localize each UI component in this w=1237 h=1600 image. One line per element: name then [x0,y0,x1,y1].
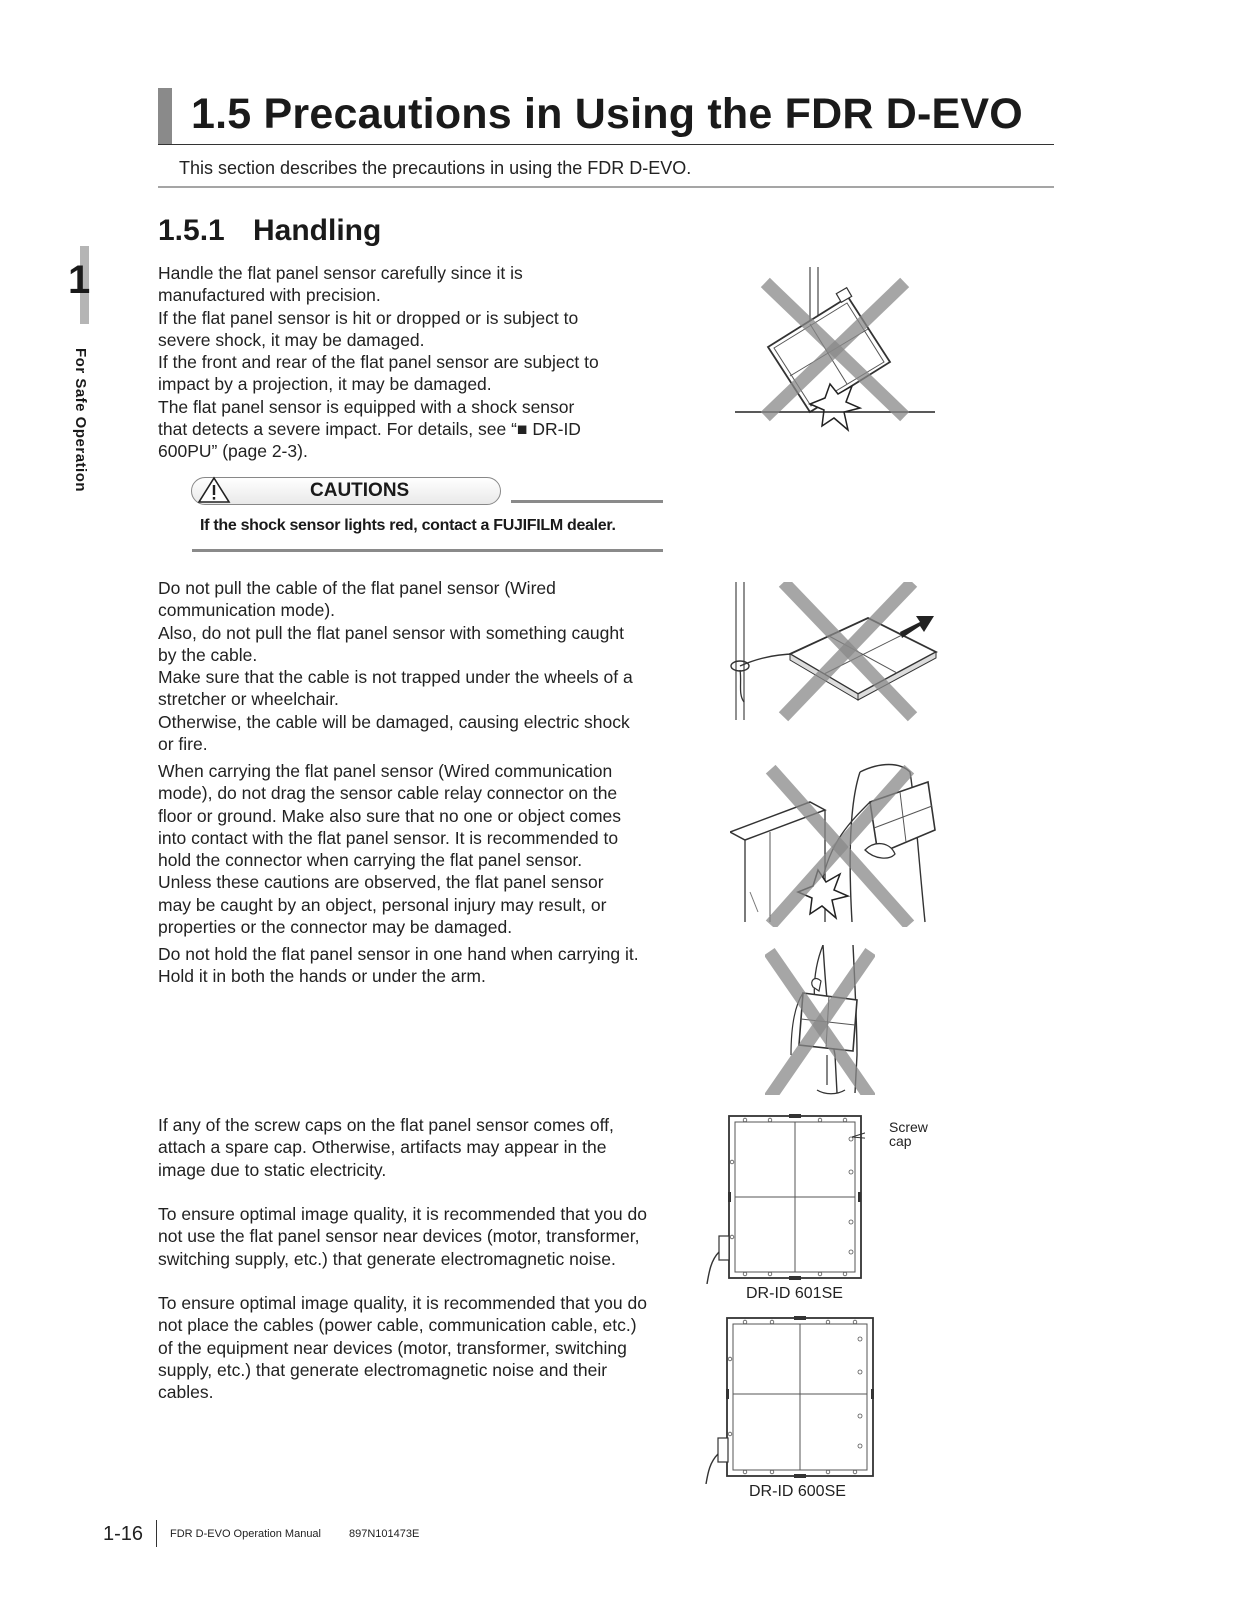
text-line: impact by a projection, it may be damaged. [158,374,492,395]
text-line: not place the cables (power cable, communication cable, etc.) [158,1315,637,1336]
paragraph-screw-caps [158,1114,688,1181]
screw-cap-label-line-1: Screw [889,1119,928,1135]
chapter-number: 1 [68,258,91,302]
text-line: manufactured with precision. [158,285,381,306]
text-line: Otherwise, the cable will be damaged, causing electric shock [158,711,630,732]
text-line: or fire. [158,734,208,755]
text-line: To ensure optimal image quality, it is recommended that you do [158,1204,647,1224]
caption-dr-id-601se: DR-ID 601SE [746,1285,843,1302]
one-hand-carry-illustration [765,945,875,1095]
caution-rule [511,500,663,503]
paragraph-noise-cables [158,1292,688,1403]
section-number: 1.5.1 [158,214,225,247]
text-line: stretcher or wheelchair. [158,689,339,710]
text-line: If the front and rear of the flat panel sensor are subject to [158,352,599,373]
text-line: mode), do not drag the sensor cable relay connector on the [158,783,618,804]
title-rule [158,144,1054,145]
caption-dr-id-600se: DR-ID 600SE [749,1483,846,1500]
text-line: by the cable. [158,644,258,665]
subtitle-rule [158,186,1054,188]
chapter-label: For Safe Operation [72,348,89,493]
text-line: severe shock, it may be damaged. [158,329,425,350]
text-line: not use the flat panel sensor near devices (motor, transformer, [158,1226,640,1247]
text-line: may be caught by an object, personal injury may result, or [158,894,607,915]
text-line: Hold it in both the hands or under the arm. [158,966,486,987]
screw-cap-label-line-2: cap [889,1133,912,1149]
text-line: cables. [158,1382,214,1403]
connector-dragging-illustration [730,762,940,927]
text-line: into contact with the flat panel sensor. It is recommended to [158,827,619,848]
footer-divider [156,1520,157,1547]
paragraph-one-hand [158,943,688,988]
text-line: When carrying the flat panel sensor (Wired communication [158,761,613,781]
warning-triangle-icon [197,476,231,504]
text-line: attach a spare cap. Otherwise, artifacts may appear in the [158,1137,607,1158]
text-line: properties or the connector may be damaged. [158,917,513,938]
text-line: Unless these cautions are observed, the flat panel sensor [158,872,604,893]
screw-cap-label [889,1120,928,1148]
text-line: The flat panel sensor is equipped with a shock sensor [158,396,575,417]
page-number: 1-16 [103,1523,144,1545]
pulled-cable-illustration [728,582,943,722]
manual-title: FDR D-EVO Operation Manual [170,1528,321,1540]
text-line: If any of the screw caps on the flat panel sensor comes off, [158,1115,614,1135]
text-line: 600PU” (page 2-3). [158,441,308,462]
section-heading [158,214,381,248]
paragraph-noise-devices [158,1203,688,1270]
text-line: of the equipment near devices (motor, transformer, switching [158,1337,627,1358]
panel-601se-illustration [705,1112,865,1284]
text-line: If the flat panel sensor is hit or dropped or is subject to [158,307,579,328]
text-line: hold the connector when carrying the flat panel sensor. [158,850,583,871]
dropped-sensor-illustration [730,262,940,432]
caution-label: CAUTIONS [310,480,410,501]
section-title: Handling [253,214,382,247]
text-line: communication mode). [158,600,336,621]
page-subtitle: This section describes the precautions in using the FDR D-EVO. [179,158,692,178]
paragraph-handling [158,262,678,463]
text-line: Do not pull the cable of the flat panel sensor (Wired [158,578,556,598]
text-line: Make sure that the cable is not trapped under the wheels of a [158,667,633,688]
text-line: Also, do not pull the flat panel sensor with something caught [158,622,624,643]
text-line: that detects a severe impact. For details, see “■ DR-ID [158,419,581,440]
text-line: image due to static electricity. [158,1159,387,1180]
paragraph-cable [158,577,688,755]
text-line: floor or ground. Make also sure that no one or object comes [158,805,622,826]
paragraph-carrying [158,760,688,938]
panel-600se-illustration [700,1314,880,1484]
document-number: 897N101473E [349,1528,420,1540]
text-line: To ensure optimal image quality, it is recommended that you do [158,1293,647,1313]
text-line: Do not hold the flat panel sensor in one hand when carrying it. [158,944,639,964]
text-line: Handle the flat panel sensor carefully since it is [158,263,523,283]
title-accent-bar [158,88,172,144]
text-line: switching supply, etc.) that generate electromagnetic noise. [158,1248,616,1269]
page-title: 1.5 Precautions in Using the FDR D-EVO [191,90,1023,138]
caution-text: If the shock sensor lights red, contact a FUJIFILM dealer. [200,517,616,534]
caution-bottom-rule [192,549,663,552]
text-line: supply, etc.) that generate electromagnetic noise and their [158,1359,608,1380]
